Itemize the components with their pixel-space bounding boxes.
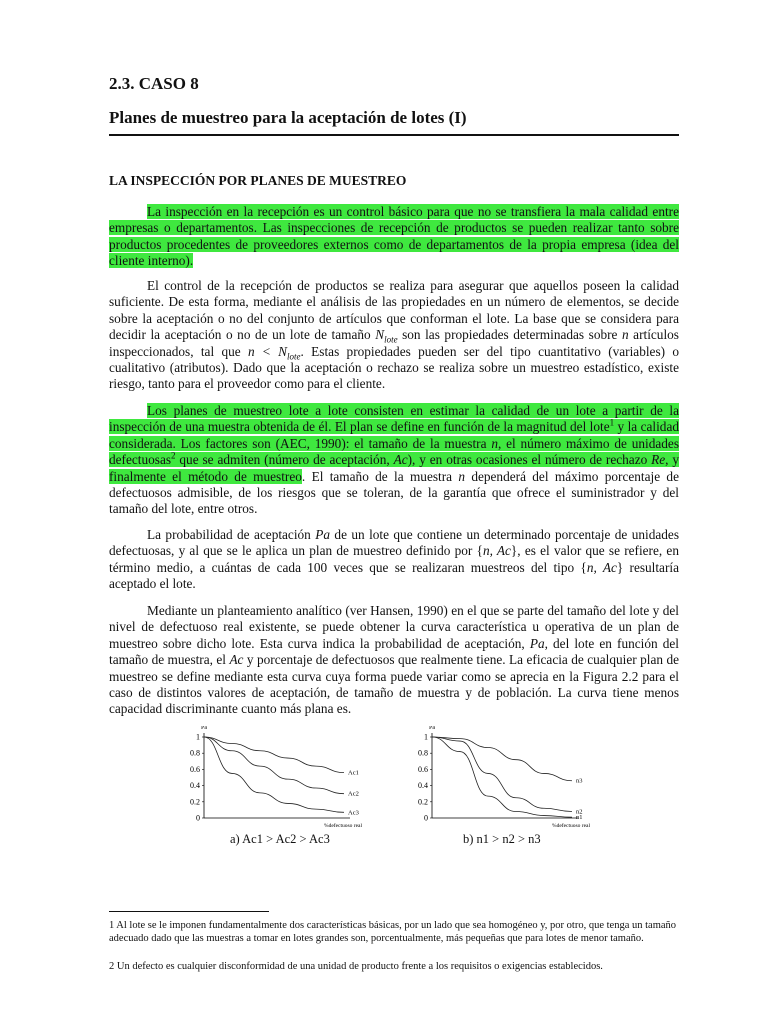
series-label-n3: n3 xyxy=(576,777,583,785)
ac-symbol: Ac xyxy=(229,652,244,668)
y-tick-label: 1 xyxy=(196,732,200,742)
subheading: LA INSPECCIÓN POR PLANES DE MUESTREO xyxy=(109,173,407,188)
footnote-1: 1 Al lote se le imponen fundamentalmente dos características básicas, por un lado que sea homogéneo y, por otro, que tenga un tamaño adecuado dado que las muestras a tomar en lotes grandes son, porcentualmente, más pequeñas que para lotes de menor tamaño. xyxy=(109,920,677,944)
title-rule xyxy=(109,134,679,136)
pa-symbol: Pa xyxy=(529,635,545,651)
footnote-ref-2: 2 xyxy=(171,450,176,461)
y-tick-label: 0.2 xyxy=(418,797,428,807)
paragraph-5 xyxy=(109,603,679,718)
page-title: Planes de muestreo para la aceptación de lotes (I) xyxy=(109,108,467,127)
series-label-ac2: Ac2 xyxy=(348,790,359,798)
figure-2-2 xyxy=(180,726,610,834)
text-run: artículos inspeccionados, tal que xyxy=(109,327,679,359)
series-label-ac1: Ac1 xyxy=(348,769,359,777)
n-symbol: n xyxy=(621,327,629,343)
text-run: La probabilidad de aceptación xyxy=(147,527,316,542)
text-run: , del lote en función del tamaño de muestra, el xyxy=(109,635,680,668)
section-number: 2.3. CASO 8 xyxy=(109,74,199,93)
y-tick-label: 0.6 xyxy=(190,764,200,774)
pa-symbol: Pa xyxy=(315,527,331,542)
plan-symbol: n, Ac xyxy=(586,559,617,575)
text-run: El control de la recepción de productos se realiza para asegurar que aquellos poseen la calidad suficiente. De esta forma, mediante el análisis de las propiedades en un número de elementos, se decide sobre la aceptación o no del conjunto de artículos que conforman el lote. La base que se considera para decidir la aceptación o no de un lote de tamaño xyxy=(109,278,679,343)
y-tick-label: 0.8 xyxy=(418,748,428,758)
highlighted-text: Los planes de muestreo lote a lote consisten en estimar la calidad de un lote a partir de la inspección de una muestra obtenida de él. El plan se define en función de la magnitud del lote$^1$ y la calidad considerada. Los factores son (AEC, 1990): el tamaño de la muestra n, el número máximo de unidades defectuosas$^2$ que se admiten (número de aceptación, Ac), y en otras ocasiones el número de rechazo Re, y finalmente el método de muestreo xyxy=(109,403,680,484)
series-line-ac1 xyxy=(204,737,344,773)
text-run: de un lote que contiene un determinado porcentaje de unidades defectuosas, y al que se le aplica un plan de muestreo definido por { xyxy=(109,527,679,559)
text-run: }, es el valor que se refiere, en término medio, a cuántas de cada 100 veces que se realizaran muestreos del tipo { xyxy=(109,543,679,575)
paragraph-1 xyxy=(109,204,679,270)
footnote-2: 2 Un defecto es cualquier disconformidad de una unidad de producto frente a los requisitos o exigencias establecidos. xyxy=(109,961,603,972)
y-tick-label: 1 xyxy=(424,732,428,742)
series-label-n2: n2 xyxy=(576,808,583,816)
y-tick-label: 0 xyxy=(424,813,428,823)
inequality: $n < N_{lote}$ xyxy=(247,343,301,362)
highlighted-text: La inspección en la recepción es un control básico para que no se transfiera la mala calidad entre empresas o departamentos. Las inspecciones de recepción de productos se pueden realizar tanto sobre productos procedentes de proveedores externos como de departamentos de la propia empresa (idea del cliente interno). xyxy=(109,204,679,269)
y-tick-label: 0.2 xyxy=(190,797,200,807)
text-run: } resultaría aceptado el lote. xyxy=(109,559,679,592)
series-label-ac3: Ac3 xyxy=(348,809,359,817)
text-run: son las propiedades determinadas sobre xyxy=(397,327,622,343)
x-axis-label: %defectuoso real xyxy=(324,823,363,829)
text-run: Mediante un planteamiento analítico (ver Hansen, 1990) en el que se parte del tamaño del lote y del nivel de defectuoso real existente, se puede obtener la curva característica u operativa de un plan de muestreo sobre dicho lote. Esta curva indica la probabilidad de aceptación, xyxy=(109,603,679,651)
footnote-rule xyxy=(109,911,269,912)
y-tick-label: 0 xyxy=(196,813,200,823)
text-run: . El tamaño de la muestra xyxy=(301,468,459,484)
y-tick-label: 0.4 xyxy=(418,781,428,791)
plan-symbol: n, Ac xyxy=(482,543,511,559)
text-run: . Estas propiedades pueden ser del tipo cuantitativo (variables) o cualitativo (atributos). Dado que la aceptación o rechazo se realiza sobre un muestreo estadístico, existe riesgo, tanto para el proveedor como para el cliente. xyxy=(109,343,679,392)
paragraph-2 xyxy=(109,278,679,393)
paragraph-3 xyxy=(109,403,679,518)
series-label-n1: n1 xyxy=(576,814,583,822)
y-axis-label: Pa xyxy=(429,726,435,731)
text-run: dependerá del máximo porcentaje de defectuosos admisible, de los riesgos que se toleran, de la garantía que ofrece el suministrador y del tamaño del lote, entre otros. xyxy=(109,468,679,517)
y-tick-label: 0.6 xyxy=(418,764,428,774)
caption-b: b) n1 > n2 > n3 xyxy=(463,832,541,846)
n-lote: $N_{lote}$ xyxy=(375,327,398,345)
text-run: y porcentaje de defectuosos que realmente tiene. La eficacia de cualquier plan de muestreo se define mediante esta curva cuya forma puede variar como se aprecia en la Figura 2.2 para el caso de distintos valores de aceptación, de tamaño de muestra y de población. La curva tiene menos capacidad discriminante cuanto más plana es. xyxy=(109,652,679,717)
n-symbol: n xyxy=(458,468,466,484)
x-axis-label: %defectuoso real xyxy=(552,823,591,829)
paragraph-4 xyxy=(109,527,679,593)
footnote-ref-1: 1 xyxy=(609,417,615,428)
series-line-ac2 xyxy=(204,737,344,794)
series-line-n3 xyxy=(432,737,572,781)
y-tick-label: 0.8 xyxy=(190,748,200,758)
series-line-ac3 xyxy=(204,737,344,812)
series-line-n1 xyxy=(432,737,572,817)
y-tick-label: 0.4 xyxy=(190,781,200,791)
caption-a: a) Ac1 > Ac2 > Ac3 xyxy=(230,832,330,846)
y-axis-label: Pa xyxy=(201,726,207,731)
